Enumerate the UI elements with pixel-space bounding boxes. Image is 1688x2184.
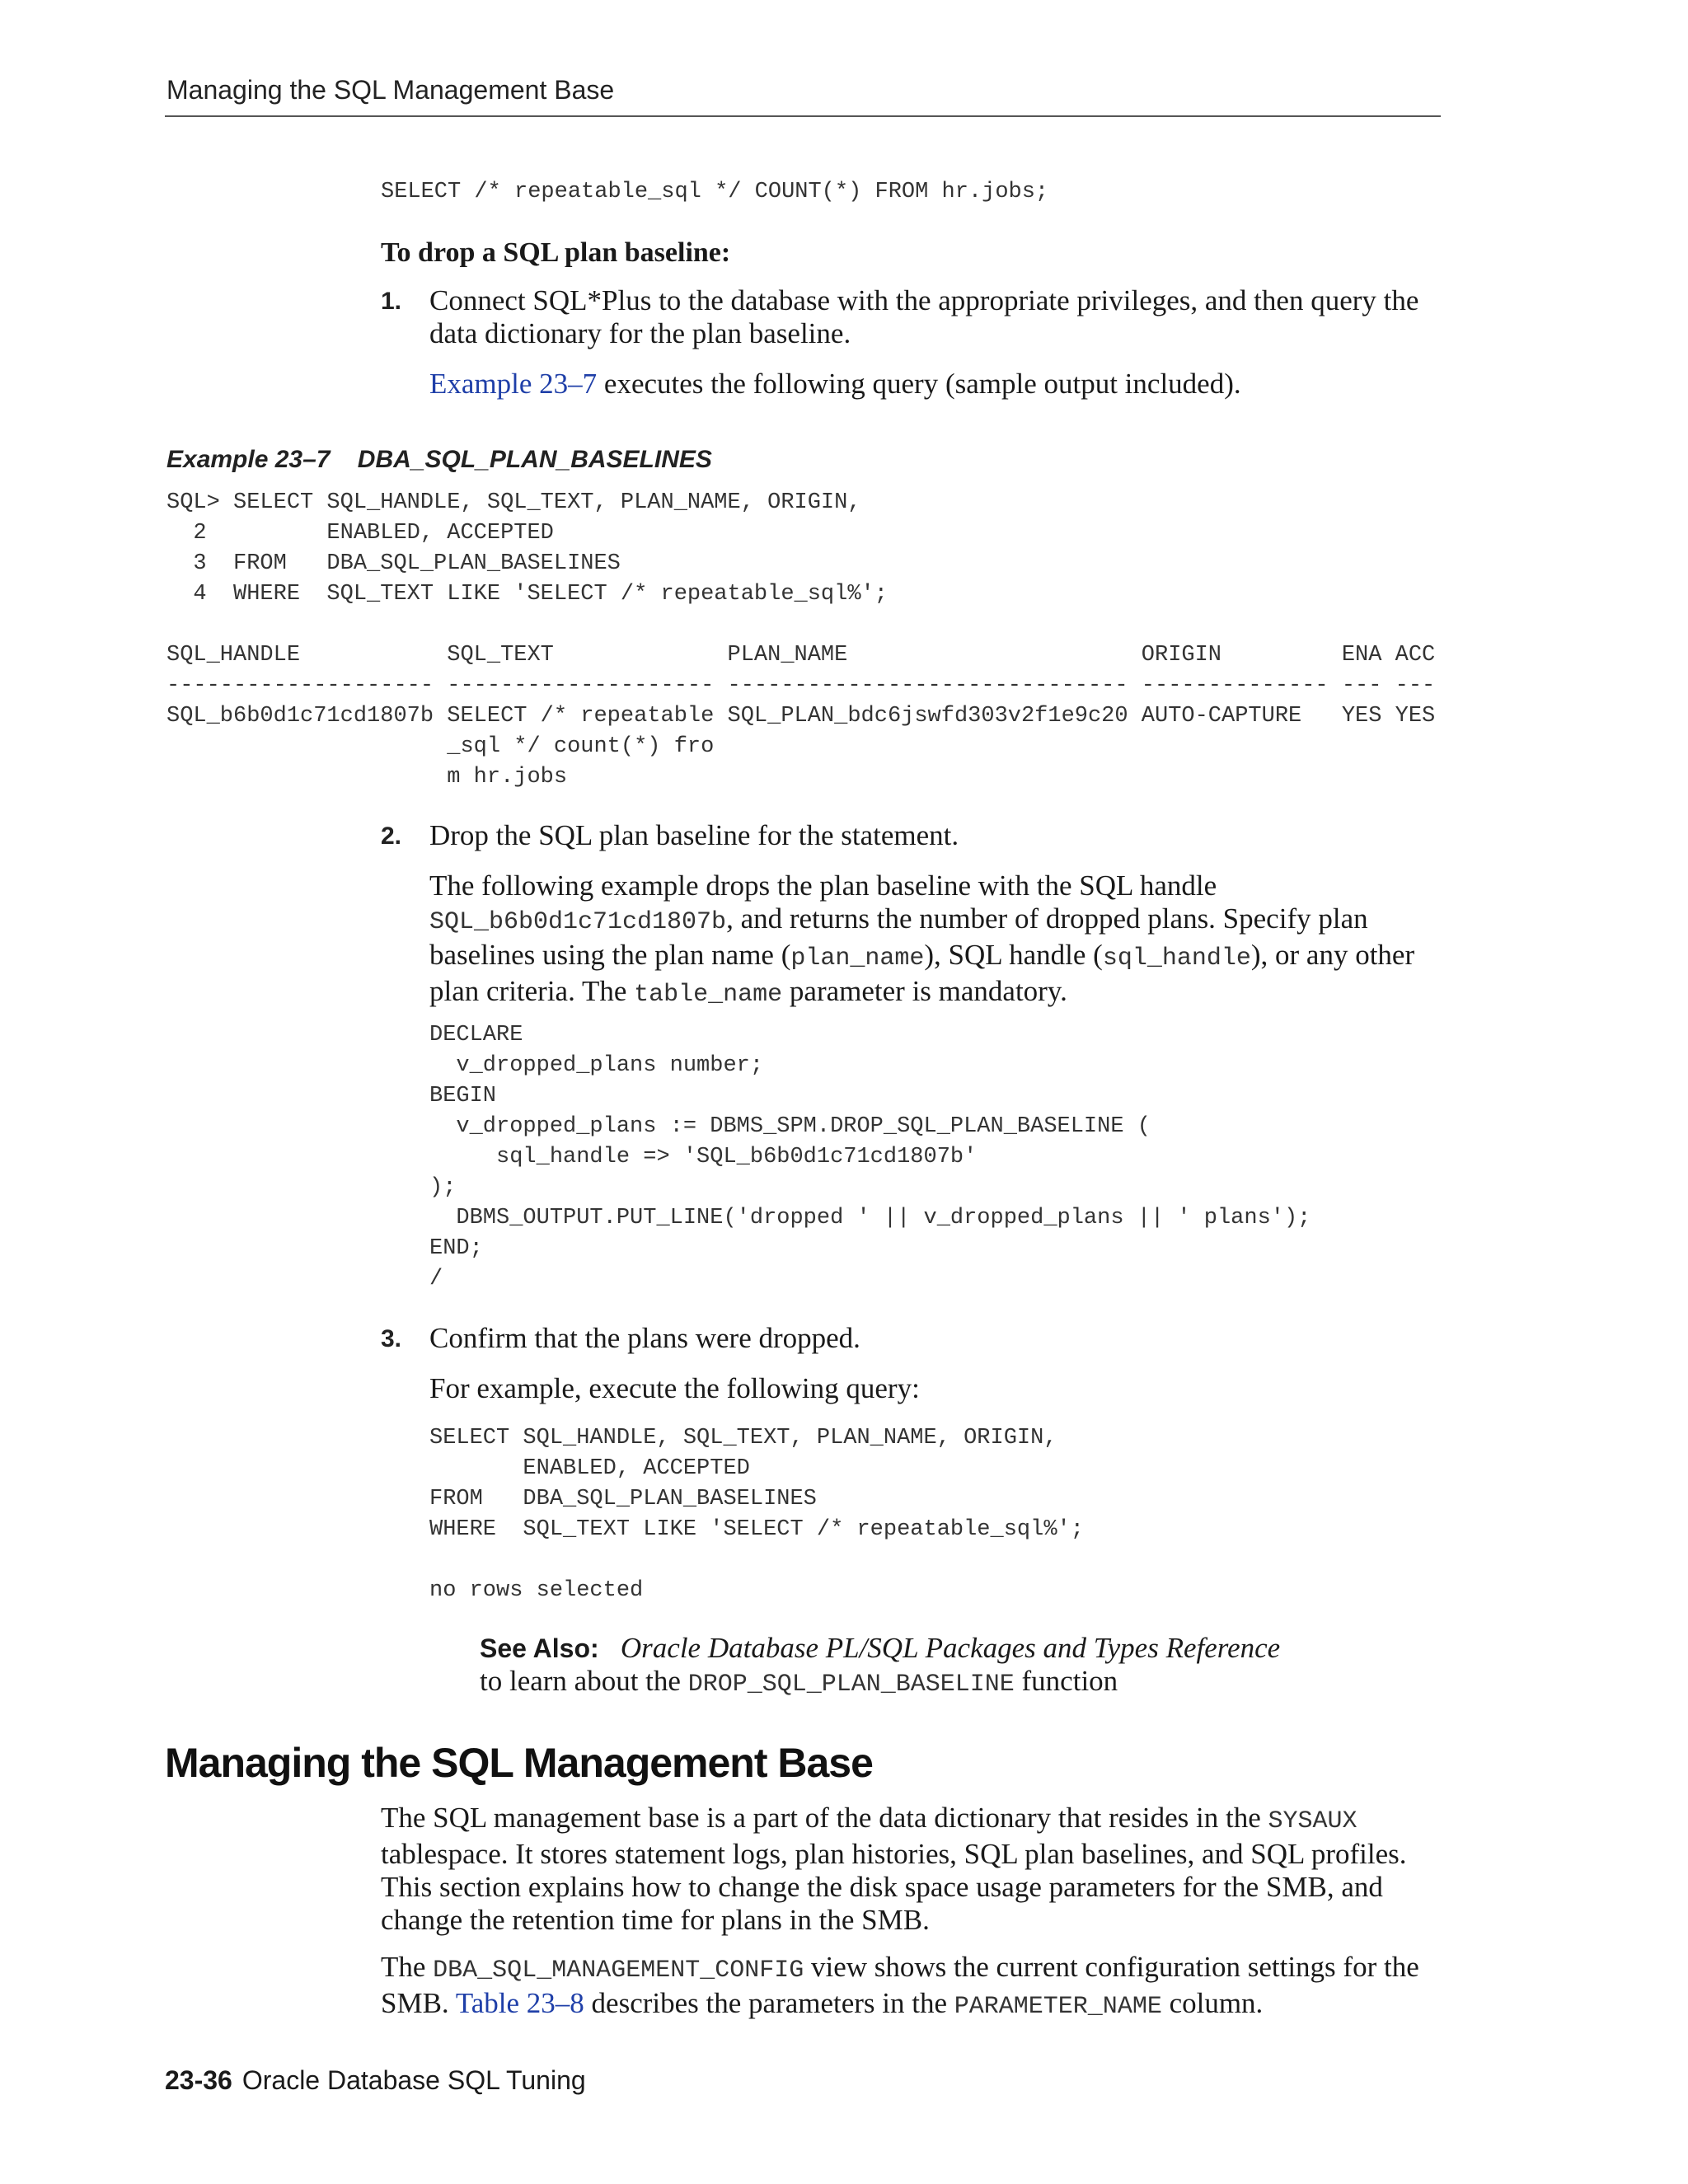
see-also-note (480, 1632, 1304, 1701)
see-also-function-code: DROP_SQL_PLAN_BASELINE (687, 1671, 1015, 1699)
section-heading: Managing the SQL Management Base (165, 1740, 873, 1786)
step-2-code-block: DECLARE v_dropped_plans number; BEGIN v_dropped_plans := DBMS_SPM.DROP_SQL_PLAN_BASELINE ( sql_handle => 'SQL_b6b0d1c71cd1807b' ); DBMS_OUTPUT.PUT_LINE('dropped ' || v_dropped_plans || ' plans'); END; / (429, 1023, 1311, 1291)
page-number: 23-36 (165, 2065, 232, 2095)
step-3-number: 3. (381, 1325, 402, 1352)
see-also-text-1: to learn about the (480, 1665, 688, 1697)
see-also-book-title[interactable]: Oracle Database PL/SQL Packages and Types Reference (620, 1632, 1281, 1664)
step-1-subtext (429, 368, 1443, 401)
section-p2-text-c: describes the parameters in the (584, 1987, 954, 2019)
step-3-subtext: For example, execute the following query: (429, 1372, 920, 1404)
see-also-label: See Also: (480, 1633, 599, 1663)
section-paragraph-1 (381, 1802, 1444, 1937)
parameter-name-code: PARAMETER_NAME (954, 1993, 1162, 2021)
step-2-para-text-2: , and returns the number of dropped plans. Specify plan baselines using the plan name ( (429, 902, 1368, 971)
section-p1-text-a: The SQL management base is a part of the data dictionary that resides in the (381, 1802, 1268, 1834)
step-2-number: 2. (381, 823, 402, 850)
header-divider (165, 115, 1441, 117)
step-2-paragraph (429, 869, 1443, 1011)
section-p2-text-a: The (381, 1951, 434, 1983)
step-3-text: Confirm that the plans were dropped. (429, 1322, 860, 1354)
see-also-text-2: function (1014, 1665, 1118, 1697)
step-2-para-text-4: ), or any other plan criteria. The (429, 939, 1415, 1007)
step-1-text: Connect SQL*Plus to the database with the appropriate privileges, and then query the data dictionary for the plan baseline. (429, 284, 1419, 349)
section-p2-text-b: view shows the current configuration settings for the SMB. (381, 1951, 1419, 2019)
sysaux-code: SYSAUX (1268, 1807, 1357, 1835)
config-view-code: DBA_SQL_MANAGEMENT_CONFIG (433, 1957, 804, 1985)
step-2-text: Drop the SQL plan baseline for the statement. (429, 819, 959, 851)
step-3-code-block: SELECT SQL_HANDLE, SQL_TEXT, PLAN_NAME, ORIGIN, ENABLED, ACCEPTED FROM DBA_SQL_PLAN_BASELINES WHERE SQL_TEXT LIKE 'SELECT /* repeatable_sql%'; no rows selected (429, 1426, 1084, 1603)
top-code-line: SELECT /* repeatable_sql */ COUNT(*) FROM hr.jobs; (381, 180, 1049, 204)
section-p2-text-d: column. (1161, 1987, 1264, 2019)
example-code-block: SQL> SELECT SQL_HANDLE, SQL_TEXT, PLAN_NAME, ORIGIN, 2 ENABLED, ACCEPTED 3 FROM DBA_SQL_PLAN_BASELINES 4 WHERE SQL_TEXT LIKE 'SELECT /* repeatable_sql%'; SQL_HANDLE SQL_TEXT PLAN_NAME ORIGIN ENA ACC -------------------- -------------------- ------------------------------ -------------- --- --- SQL_b6b0d1c71cd1807b SELECT /* repeatable SQL_PLAN_bdc6jswfd303v2f1e9c20 AUTO-CAPTURE YES YES _sql */ count(*) fro m hr.jobs (166, 490, 1436, 790)
table-23-8-link[interactable]: Table 23–8 (455, 1987, 584, 2019)
step-2-table-name-code: table_name (634, 981, 783, 1009)
section-p1-text-b: tablespace. It stores statement logs, plan histories, SQL plan baselines, and SQL profiles. This section explains how to change the disk space usage parameters for the SMB, and change the retention time for plans in the SMB. (381, 1838, 1407, 1936)
procedure-heading: To drop a SQL plan baseline: (381, 237, 731, 268)
step-2-para-text-5: parameter is mandatory. (782, 975, 1067, 1007)
step-2-sql-handle-param-code: sql_handle (1102, 944, 1251, 972)
step-2-para-text-1: The following example drops the plan baseline with the SQL handle (429, 869, 1217, 902)
example-23-7-link[interactable]: Example 23–7 (429, 368, 598, 400)
step-1-number: 1. (381, 288, 402, 315)
step-1-subtext-rest: executes the following query (sample output included). (597, 368, 1241, 400)
step-2-sql-handle-code: SQL_b6b0d1c71cd1807b (429, 908, 727, 936)
step-2-para-text-3: ), SQL handle ( (924, 939, 1103, 971)
step-2-plan-name-code: plan_name (790, 944, 925, 972)
example-caption: Example 23–7 DBA_SQL_PLAN_BASELINES (166, 446, 712, 473)
page-footer (165, 2065, 586, 2096)
book-title: Oracle Database SQL Tuning (241, 2065, 586, 2095)
section-paragraph-2 (381, 1951, 1444, 2023)
running-header: Managing the SQL Management Base (166, 75, 615, 105)
